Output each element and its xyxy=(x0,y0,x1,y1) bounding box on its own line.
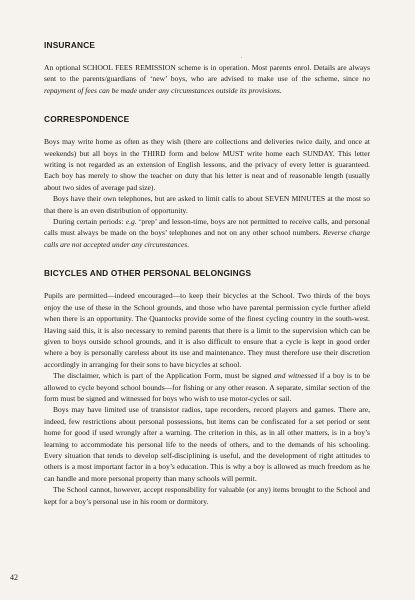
correspondence-paragraph-1: Boys may write home as often as they wish (there are collections and deliveries twice daily, and once at weekends) but all boys in the THIRD form and below MUST write home each SUNDAY. This letter writing is not regarded as an extension of English lessons, and the privacy of every letter is guaranteed. Each boy has merely to show the teacher on duty that his letter is neat and of reasonable length (usually about two sides of average pad size). xyxy=(44,137,370,192)
bicycles-paragraph-1: Pupils are permitted—indeed encouraged—to keep their bicycles at the School. Two thirds of the boys enjoy the use of these in the School grounds, and those who have parental permission cycle further afield when there is an opportunity. The Quantocks provide some of the finest cycling country in the south-west. Having said this, it is also necessary to remind parents that there is a limit to the supervision which can be given to boys outside school grounds, and it is also difficult to ensure that a cycle is kept in good order where a boy is personally careless about its use and maintenance. They must therefore use their discretion accordingly in arranging for their sons to have bicycles at school. xyxy=(44,291,370,369)
insurance-paragraph: An optional SCHOOL FEES REMISSION scheme is in operation. Most parents enrol. Details are always sent to the parents/guardians of ‘new’ boys, who are advised to make use of the scheme, since no repayment of fees can be made under any circumstances outside its provisions. xyxy=(44,63,370,95)
bicycles-paragraph-3: Boys may have limited use of transistor radios, tape recorders, record players and games. There are, indeed, few restrictions about personal possessions, but items can be confiscated for a set period or sent home for good if used wrongly after a warning. The criterion in this, as in all other matters, is in a boy’s learning to accommodate his personal life to the needs of others, and to the demands of his schooling. Every situation that tends to develop self-disciplining is useful, and the development of right attitudes to others is a most important factor in a boy’s education. This is why a boy is allowed as much freedom as he can handle and more personal property than many schools will permit. xyxy=(44,405,370,483)
page-number: 42 xyxy=(10,573,18,582)
bicycles-paragraph-4: The School cannot, however, accept responsibility for valuable (or any) items brought to the School and kept for a boy’s personal use in his room or dormitory. xyxy=(44,485,370,506)
correspondence-paragraph-3: During certain periods: e.g. ‘prep’ and lesson-time, boys are not permitted to receive calls, and personal calls must always be made on the boys’ telephones and not on any other school numbers. Reverse charge calls are not accepted under any circumstances. xyxy=(44,217,370,249)
page-content xyxy=(44,40,370,507)
correspondence-paragraph-2: Boys have their own telephones, but are asked to limit calls to about SEVEN MINUTES at the most so that there is an even distribution of opportunity. xyxy=(44,194,370,215)
section-heading-insurance: INSURANCE xyxy=(44,40,96,50)
section-heading-correspondence: CORRESPONDENCE xyxy=(44,114,130,125)
bicycles-paragraph-2: The disclaimer, which is part of the Application Form, must be signed and witnessed if a boy is to be allowed to cycle beyond school bounds—for fishing or any other reason. A separate, similar section of the form must be signed and witnessed for boys who wish to use motor-cycles or sail. xyxy=(44,371,370,403)
section-heading-bicycles: BICYCLES AND OTHER PERSONAL BELONGINGS xyxy=(44,268,252,279)
